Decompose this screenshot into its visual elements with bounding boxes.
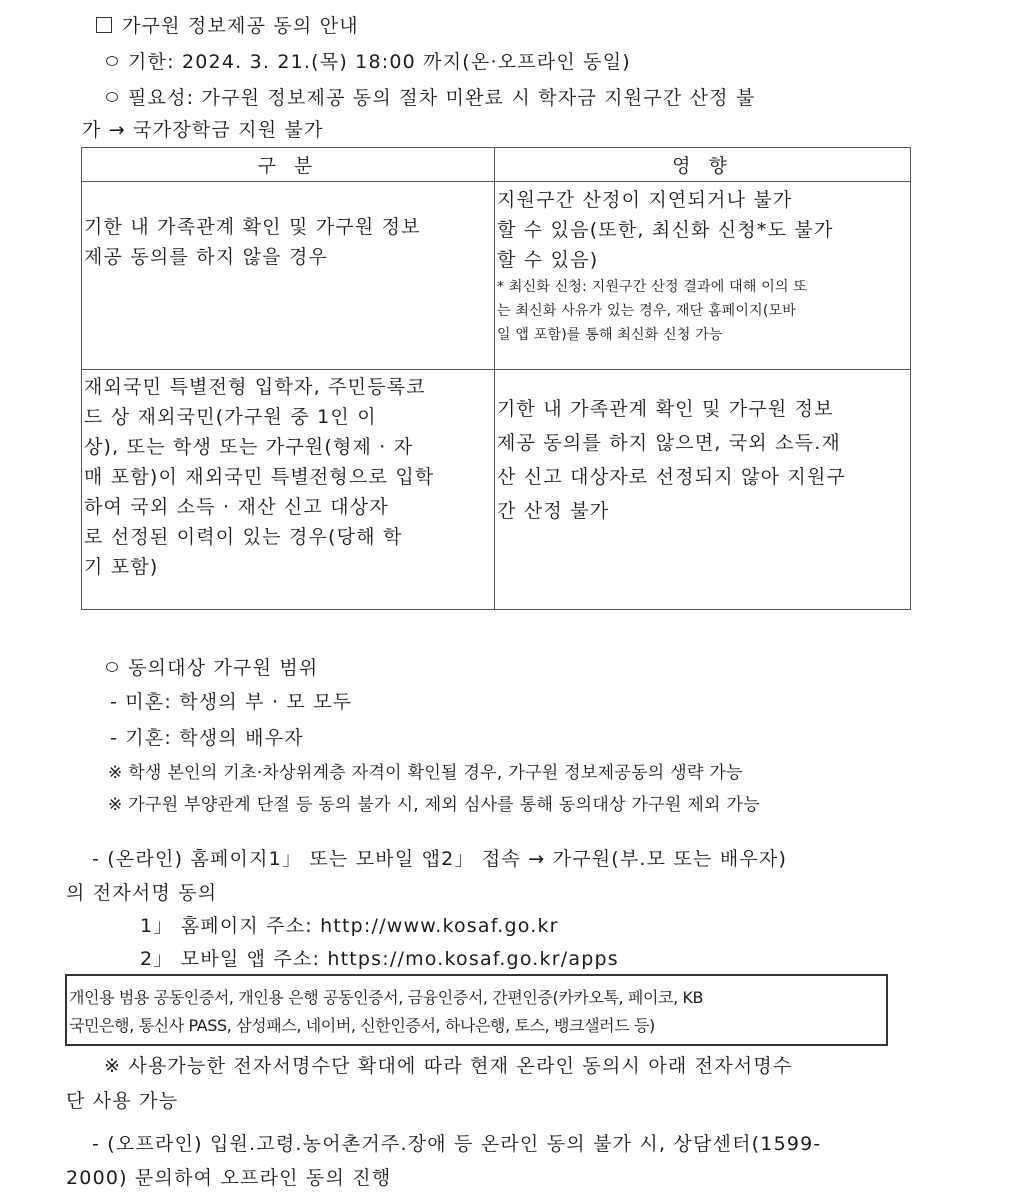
- online-line: - (온라인) 홈페이지1」 또는 모바일 앱2」 접속 → 가구원(부.모 또는 배우자): [92, 848, 788, 870]
- extension-note-cont: 단 사용 가능: [66, 1090, 179, 1112]
- circle-bullet-icon: [106, 56, 118, 66]
- certificate-list-line: 국민은행, 통신사 PASS, 삼성패스, 네이버, 신한인증서, 하나은행, 토스, 뱅크샐러드 등): [69, 1016, 655, 1035]
- scope-married: - 기혼: 학생의 배우자: [110, 727, 304, 749]
- circle-bullet-icon: [106, 92, 118, 102]
- offline-line-cont: 2000) 문의하여 오프라인 동의 진행: [66, 1167, 392, 1189]
- row2-impact: 기한 내 가족관계 확인 및 가구원 정보 제공 동의를 하지 않으면, 국외 소득.재 산 신고 대상자로 선정되지 않아 지원구 간 산정 불가: [495, 370, 911, 610]
- scope-unmarried: - 미혼: 학생의 부 · 모 모두: [110, 691, 353, 713]
- deadline-line: 기한: 2024. 3. 21.(목) 18:00 까지(온·오프라인 동일): [106, 50, 631, 74]
- scope-title: 동의대상 가구원 범위: [106, 656, 318, 680]
- offline-line: - (오프라인) 입원.고령.농어촌거주.장애 등 온라인 동의 불가 시, 상담센터(1599-: [92, 1133, 822, 1155]
- online-line-cont: 의 전자서명 동의: [66, 882, 218, 904]
- row2-category: 재외국민 특별전형 입학자, 주민등록코 드 상 재외국민(가구원 중 1인 이 상), 또는 학생 또는 가구원(형제 · 자 매 포함)이 재외국민 특별전형으로 입학 하여 국외 소득 · 재산 신고 대상자 로 선정된 이력이 있는 경우(당해 학 기 포함): [82, 370, 495, 610]
- section-title: 가구원 정보제공 동의 안내: [96, 14, 359, 38]
- impact-table: [81, 147, 911, 610]
- necessity-line: 필요성: 가구원 정보제공 동의 절차 미완료 시 학자금 지원구간 산정 불: [106, 86, 756, 110]
- certificate-list-line: 개인용 범용 공동인증서, 개인용 은행 공동인증서, 금융인증서, 간편인증(카카오톡, 페이코, KB: [69, 988, 704, 1007]
- row1-impact: 지원구간 산정이 지연되거나 불가 할 수 있음(또한, 최신화 신청*도 불가 할 수 있음) * 최신화 신청: 지원구간 산정 결과에 대해 이의 또 는 최신화 사유가 있는 경우, 재단 홈페이지(모바 일 앱 포함)를 통해 최신화 신청 가능: [495, 182, 911, 370]
- table-row: [82, 182, 911, 370]
- homepage-address: 1」 홈페이지 주소: http://www.kosaf.go.kr: [140, 915, 559, 937]
- square-bullet-icon: [96, 17, 112, 33]
- extension-note: ※ 사용가능한 전자서명수단 확대에 따라 현재 온라인 동의시 아래 전자서명수: [104, 1055, 793, 1077]
- circle-bullet-icon: [106, 662, 118, 672]
- renewal-note: * 최신화 신청: 지원구간 산정 결과에 대해 이의 또: [497, 279, 808, 295]
- necessity-line-cont: 가 → 국가장학금 지원 불가: [82, 119, 324, 141]
- table-row: [82, 370, 911, 610]
- row1-category: 기한 내 가족관계 확인 및 가구원 정보 제공 동의를 하지 않을 경우: [82, 182, 495, 370]
- table-header-row: [82, 148, 911, 182]
- scope-note-basic: ※ 학생 본인의 기초·차상위계층 자격이 확인될 경우, 가구원 정보제공동의 생략 가능: [108, 763, 743, 783]
- app-address: 2」 모바일 앱 주소: https://mo.kosaf.go.kr/apps: [140, 948, 619, 970]
- header-category: 구 분: [82, 148, 495, 182]
- scope-note-exclusion: ※ 가구원 부양관계 단절 등 동의 불가 시, 제외 심사를 통해 동의대상 가구원 제외 가능: [108, 795, 760, 815]
- certificate-box: [65, 974, 888, 1046]
- header-impact: 영 향: [495, 148, 911, 182]
